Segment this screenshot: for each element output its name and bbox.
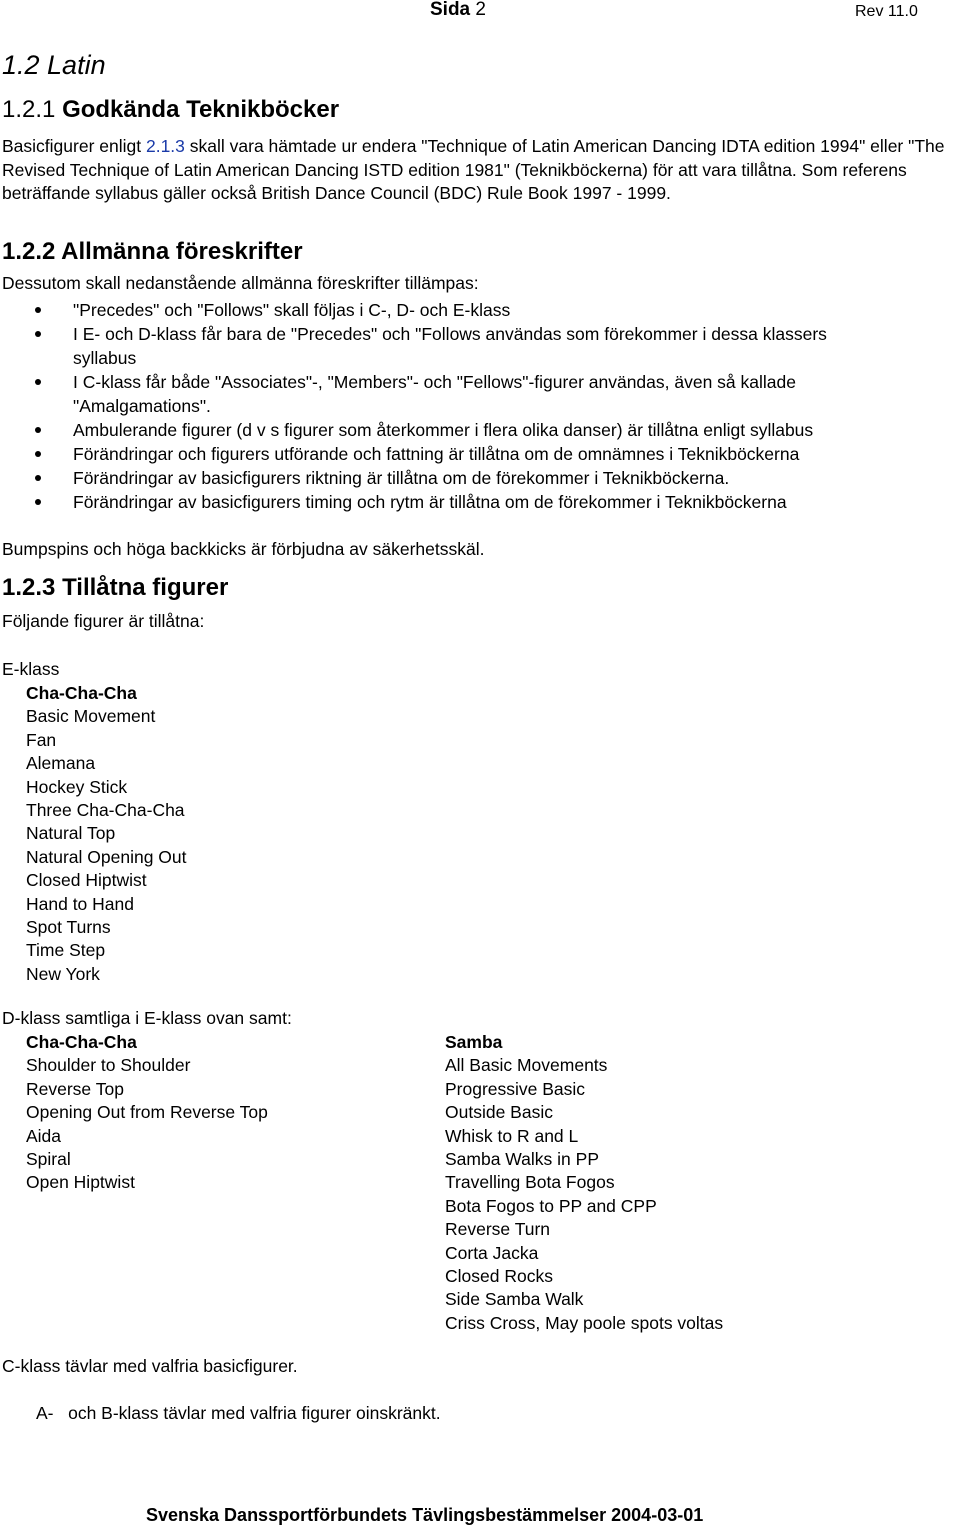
d-klass-label: D-klass samtliga i E-klass ovan samt: xyxy=(2,1008,292,1028)
d-klass-chacha-list xyxy=(26,1031,268,1195)
list-item-text: Ambulerande figurer (d v s figurer som återkommer i flera olika danser) är tillåtna enligt syllabus xyxy=(73,420,814,440)
list-item: All Basic Movements xyxy=(445,1055,608,1076)
list-item: Whisk to R and L xyxy=(445,1125,579,1146)
list-item: Reverse Turn xyxy=(445,1219,551,1240)
list-item-text: Förändringar och figurers utförande och fattning är tillåtna om de omnämnes i Teknikböckerna xyxy=(73,444,800,464)
list-item: Fan xyxy=(26,729,57,750)
subsection-123-title: Tillåtna figurer xyxy=(62,574,229,601)
paragraph-text-after-link: skall vara hämtade ur endera "Technique of Latin American Dancing IDTA edition 1994" eller "The Revised Technique of Latin American Dancing ISTD edition 1981" (Teknikböckerna) för att vara tillåtna. Som referens beträffande syllabus gäller också British Dance Council (BDC) Rule Book 1997 - 1999. xyxy=(2,136,945,203)
list-item: Closed Rocks xyxy=(445,1266,553,1287)
list-item: Spot Turns xyxy=(26,917,111,938)
list-item-text: "Precedes" och "Follows" skall följas i C-, D- och E-klass xyxy=(73,300,511,320)
list-item xyxy=(35,322,960,370)
list-item: Outside Basic xyxy=(445,1102,553,1123)
d-klass-samba-list xyxy=(445,1031,723,1335)
list-item-text: Förändringar av basicfigurers timing och rytm är tillåtna om de förekommer i Teknikböckerna xyxy=(73,492,787,512)
revision-label: Rev 11.0 xyxy=(855,3,918,20)
page-number-value: 2 xyxy=(475,0,486,20)
list-item-text: I C-klass får både "Associates"-, "Members"- och "Fellows"-figurer användas, även så kallade xyxy=(73,372,796,392)
list-item: Spiral xyxy=(26,1149,71,1170)
list-item-text-cont: "Amalgamations". xyxy=(73,396,211,416)
list-item xyxy=(35,442,960,466)
list-item: Natural Top xyxy=(26,823,116,844)
paragraph-text-before-link: Basicfigurer enligt xyxy=(2,136,146,156)
dance-name: Cha-Cha-Cha xyxy=(26,1032,137,1052)
list-item: Side Samba Walk xyxy=(445,1289,584,1310)
list-item: Travelling Bota Fogos xyxy=(445,1172,615,1193)
list-item: Samba Walks in PP xyxy=(445,1149,599,1170)
list-item: Open Hiptwist xyxy=(26,1172,135,1193)
bullet-icon xyxy=(35,427,41,433)
bullet-icon xyxy=(35,475,41,481)
list-item: Opening Out from Reverse Top xyxy=(26,1102,268,1123)
dance-name: Cha-Cha-Cha xyxy=(26,683,137,703)
subsection-121-number: 1.2.1 xyxy=(2,96,56,123)
subsection-123-number: 1.2.3 xyxy=(2,574,56,601)
subsection-121-title: Godkända Teknikböcker xyxy=(62,96,340,123)
list-item-text-cont: syllabus xyxy=(73,348,137,368)
list-item: New York xyxy=(26,963,100,984)
page-footer: Svenska Danssportförbundets Tävlingsbestämmelser 2004-03-01 xyxy=(146,1505,704,1525)
bullet-icon xyxy=(35,451,41,457)
bullet-icon xyxy=(35,331,41,337)
list-item: Natural Opening Out xyxy=(26,846,187,867)
subsection-122-intro: Dessutom skall nedanstående allmänna föreskrifter tillämpas: xyxy=(2,273,479,293)
list-item: Hand to Hand xyxy=(26,893,134,914)
e-klass-chacha-list xyxy=(26,682,187,986)
list-item: Shoulder to Shoulder xyxy=(26,1055,191,1076)
list-item: Closed Hiptwist xyxy=(26,870,147,891)
list-item xyxy=(35,298,960,322)
list-item: Progressive Basic xyxy=(445,1078,586,1099)
list-item xyxy=(35,466,960,490)
subsection-121-heading xyxy=(2,96,339,124)
dance-name: Samba xyxy=(445,1032,503,1052)
page-label: Sida xyxy=(430,0,471,20)
section-title: 1.2 Latin xyxy=(2,50,106,80)
bullet-icon xyxy=(35,499,41,505)
list-item: Aida xyxy=(26,1125,62,1146)
ab-klass-note: A- och B-klass tävlar med valfria figurer oinskränkt. xyxy=(36,1403,441,1423)
list-item xyxy=(35,418,960,442)
list-item: Three Cha-Cha-Cha xyxy=(26,800,185,821)
c-klass-note: C-klass tävlar med valfria basicfigurer. xyxy=(2,1356,298,1376)
e-klass-label: E-klass xyxy=(2,659,60,679)
list-item-text: I E- och D-klass får bara de "Precedes" och "Follows användas som förekommer i dessa klassers xyxy=(73,324,827,344)
subsection-121-paragraph xyxy=(2,135,960,206)
list-item-text: Förändringar av basicfigurers riktning är tillåtna om de förekommer i Teknikböckerna. xyxy=(73,468,730,488)
bullet-icon xyxy=(35,307,41,313)
list-item: Hockey Stick xyxy=(26,776,128,797)
subsection-123-intro: Följande figurer är tillåtna: xyxy=(2,611,205,631)
subsection-122-title: 1.2.2 Allmänna föreskrifter xyxy=(2,238,303,265)
subsection-123-heading xyxy=(2,574,228,602)
list-item: Alemana xyxy=(26,753,96,774)
list-item xyxy=(35,490,960,514)
list-item xyxy=(35,370,960,418)
section-reference-link[interactable]: 2.1.3 xyxy=(145,136,185,156)
list-item: Time Step xyxy=(26,940,106,961)
bumpspins-note: Bumpspins och höga backkicks är förbjudna av säkerhetsskäl. xyxy=(2,539,485,559)
list-item: Criss Cross, May poole spots voltas xyxy=(445,1312,724,1333)
page-number xyxy=(430,0,486,21)
list-item: Reverse Top xyxy=(26,1078,124,1099)
list-item: Bota Fogos to PP and CPP xyxy=(445,1195,657,1216)
list-item: Corta Jacka xyxy=(445,1242,539,1263)
bullet-icon xyxy=(35,379,41,385)
list-item: Basic Movement xyxy=(26,706,156,727)
rules-list xyxy=(35,298,960,514)
